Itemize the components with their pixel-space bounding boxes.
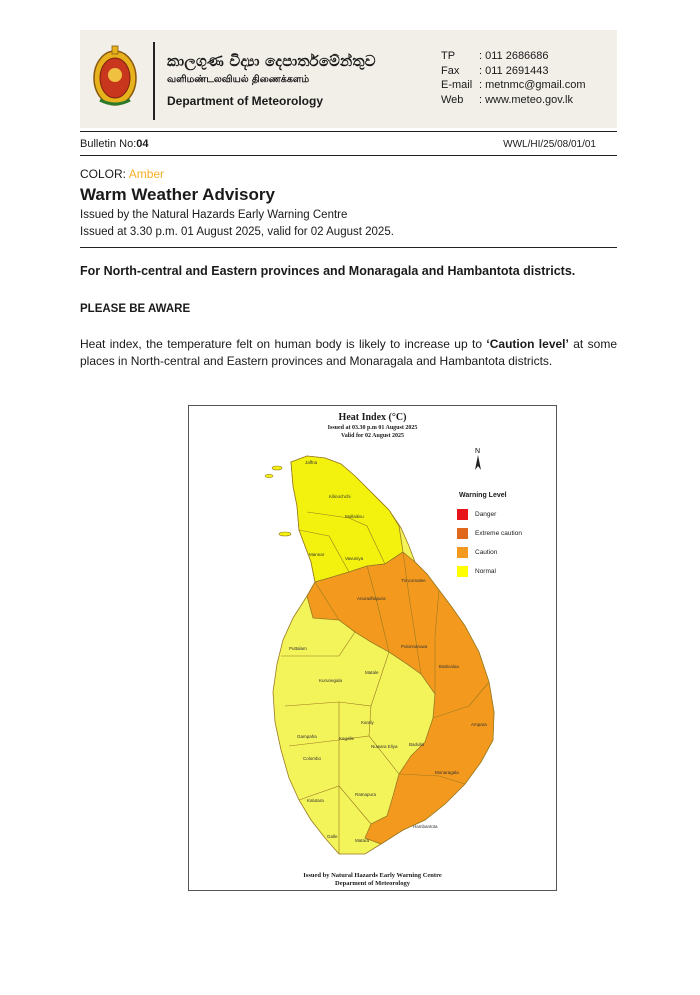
district-label: Kandy	[361, 720, 374, 725]
contact-row-fax: Fax : 011 2691443	[441, 64, 549, 77]
mannar-islet	[279, 532, 291, 536]
district-label: Gampaha	[297, 734, 317, 739]
contact-block	[441, 49, 586, 107]
contact-row-email: E-mail : metnmc@gmail.com	[441, 79, 586, 91]
heat-index-map	[188, 405, 557, 891]
district-label: Jaffna	[305, 460, 318, 465]
district-label: Hambantota	[413, 824, 438, 829]
map-title: Heat Index (°C)	[338, 412, 407, 423]
bulletin-number: Bulletin No:04	[80, 138, 149, 150]
national-emblem-icon	[92, 42, 138, 108]
target-area: For North-central and Eastern provinces and Monaragala and Hambantota districts.	[80, 264, 576, 278]
island-islet	[265, 474, 273, 477]
issued-by: Issued by the Natural Hazards Early Warning Centre	[80, 209, 348, 221]
letterhead-divider	[153, 42, 155, 120]
please-be-aware: PLEASE BE AWARE	[80, 303, 191, 315]
district-label: Polonnaruwa	[401, 644, 428, 649]
district-label: Kegalle	[339, 736, 355, 741]
title-rule	[80, 247, 617, 248]
district-label: Ratnapura	[355, 792, 377, 797]
department-name-tamil: வளிமண்டலவியல் திணைக்களம்	[167, 74, 310, 85]
header-rule	[80, 131, 617, 132]
issued-at: Issued at 3.30 p.m. 01 August 2025, valid for 02 August 2025.	[80, 226, 394, 238]
district-label: Mullaitivu	[345, 514, 364, 519]
district-label: Kurunegala	[319, 678, 343, 683]
map-subtitle-valid: Valid for 02 August 2025	[340, 433, 404, 439]
district-label: Matara	[355, 838, 370, 843]
contact-row-phone: TP : 011 2686686	[441, 50, 549, 62]
district-label: Badulla	[409, 742, 425, 747]
district-label: Mannar	[309, 552, 325, 557]
district-label: Matale	[365, 670, 379, 675]
district-label: Batticaloa	[439, 664, 459, 669]
legend-title: Warning Level	[459, 492, 507, 499]
district-label: Anuradhapura	[357, 596, 386, 601]
legend-item-caution: Caution	[457, 547, 497, 558]
advisory-color-value: Amber	[128, 167, 165, 181]
bulletin-reference: WWL/HI/25/08/01/01	[503, 139, 596, 150]
legend-item-danger: Danger	[457, 509, 496, 520]
district-label: Kalutara	[307, 798, 324, 803]
map-subtitle-issued: Issued at 03.30 p.m 01 August 2025	[327, 425, 418, 431]
legend-item-extreme-caution: Extreme caution	[457, 528, 522, 539]
district-label: Colombo	[303, 756, 322, 761]
svg-text:N: N	[475, 448, 481, 455]
advisory-color: COLOR: Amber	[80, 167, 165, 181]
district-label: Vavuniya	[345, 556, 364, 561]
map-footer-department: Deparment of Meteorology	[335, 880, 410, 887]
department-name-english: Department of Meteorology	[167, 94, 324, 108]
sri-lanka-map	[189, 406, 556, 890]
district-label: Ampara	[471, 722, 487, 727]
district-label: Puttalam	[289, 646, 307, 651]
contact-row-web: Web : www.meteo.gov.lk	[441, 93, 573, 106]
district-label: Kilinochchi	[329, 494, 351, 499]
district-label: Nuwara Eliya	[371, 744, 398, 749]
district-label: Trincomalee	[401, 578, 426, 583]
bulletin-rule	[80, 155, 617, 156]
legend-item-normal: Normal	[457, 566, 496, 577]
map-footer-issuer: Issued by Natural Hazards Early Warning Centre	[303, 872, 442, 879]
district-label: Galle	[327, 834, 338, 839]
north-arrow-icon	[472, 446, 484, 472]
advisory-title: Warm Weather Advisory	[80, 185, 275, 204]
department-name-sinhala: කාලගුණ විද්‍යා දෙපාර්තමේන්තුව	[167, 52, 376, 70]
island-islet	[272, 466, 282, 470]
district-label: Monaragala	[435, 770, 459, 775]
advisory-body: Heat index, the temperature felt on human body is likely to increase up to ‘Caution level’ at some places in North-central and Eastern provinces and Monaragala and Hambantota districts.	[80, 337, 617, 368]
